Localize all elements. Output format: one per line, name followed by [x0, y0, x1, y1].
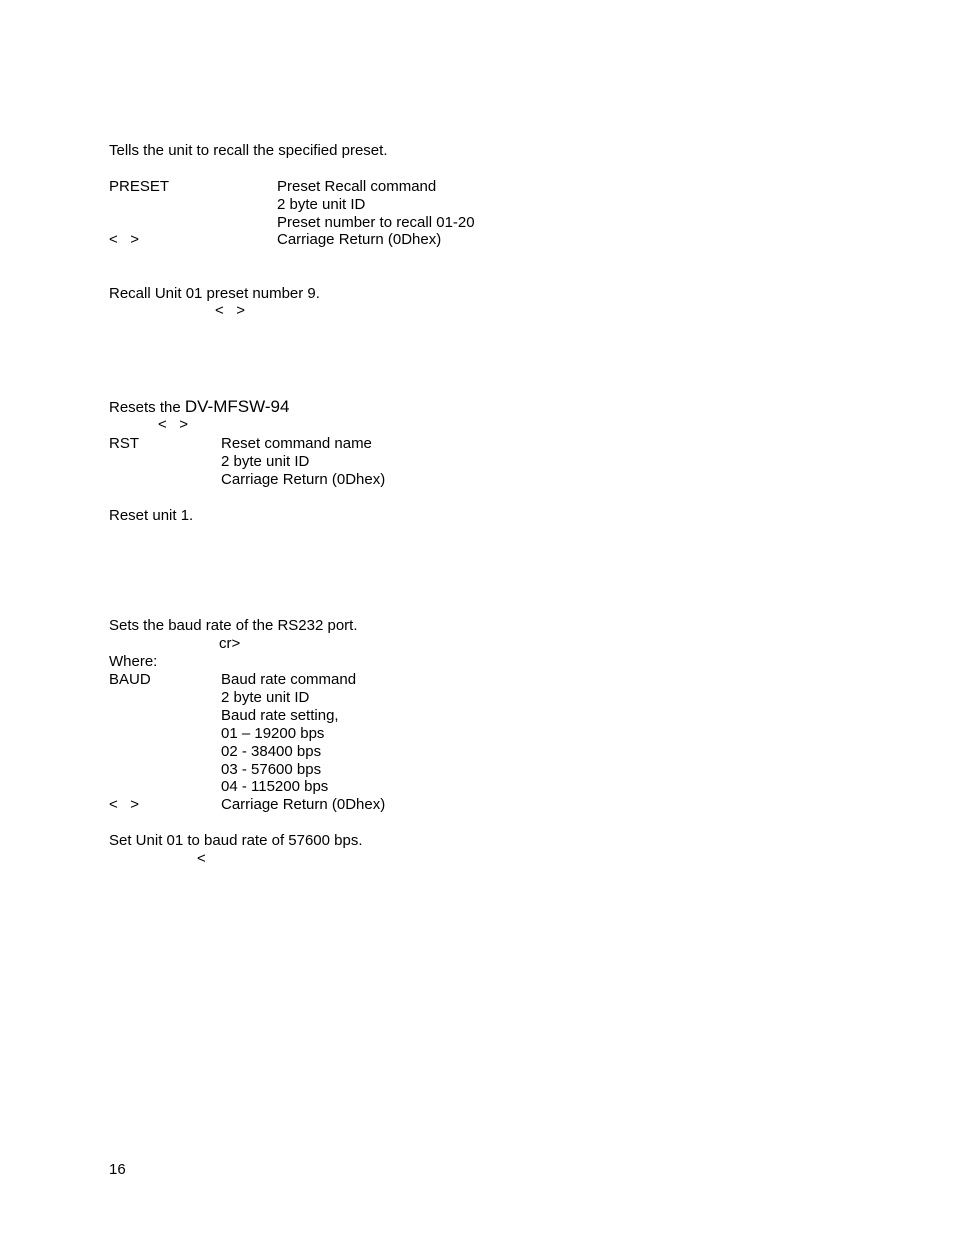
baud-syntax: cr> [219, 635, 241, 652]
baud-param-desc: Carriage Return (0Dhex) [221, 796, 386, 813]
preset-description: Tells the unit to recall the specified preset. [109, 142, 388, 159]
baud-param-desc: Baud rate setting, [221, 707, 339, 724]
baud-description: Sets the baud rate of the RS232 port. [109, 617, 358, 634]
baud-example-command: < [197, 850, 206, 867]
baud-param-desc: 2 byte unit ID [221, 689, 310, 706]
baud-param-name: BAUD [109, 671, 151, 688]
baud-example-text: Set Unit 01 to baud rate of 57600 bps. [109, 832, 363, 849]
reset-param-name: RST [109, 435, 139, 452]
device-name: DV-MFSW-94 [184, 397, 290, 416]
reset-param-desc: Reset command name [221, 435, 372, 452]
preset-param-desc: Preset number to recall 01-20 [277, 214, 475, 231]
baud-param-name: < > [109, 796, 140, 813]
page-number: 16 [109, 1161, 126, 1178]
baud-where-label: Where: [109, 653, 158, 670]
baud-param-desc: Baud rate command [221, 671, 357, 688]
reset-description: Resets the DV-MFSW-94 [109, 397, 290, 416]
baud-param-desc: 03 - 57600 bps [221, 761, 322, 778]
preset-example-text: Recall Unit 01 preset number 9. [109, 285, 320, 302]
reset-param-desc: Carriage Return (0Dhex) [221, 471, 386, 488]
preset-param-desc: Preset Recall command [277, 178, 437, 195]
reset-example-text: Reset unit 1. [109, 507, 194, 524]
preset-param-desc: Carriage Return (0Dhex) [277, 231, 442, 248]
preset-param-name: PRESET [109, 178, 170, 195]
preset-param-name: < > [109, 231, 140, 248]
baud-param-desc: 01 – 19200 bps [221, 725, 325, 742]
reset-param-desc: 2 byte unit ID [221, 453, 310, 470]
preset-param-desc: 2 byte unit ID [277, 196, 366, 213]
reset-syntax: < > [158, 416, 189, 433]
preset-example-command: < > [215, 302, 246, 319]
baud-param-desc: 02 - 38400 bps [221, 743, 322, 760]
baud-param-desc: 04 - 115200 bps [221, 778, 329, 795]
